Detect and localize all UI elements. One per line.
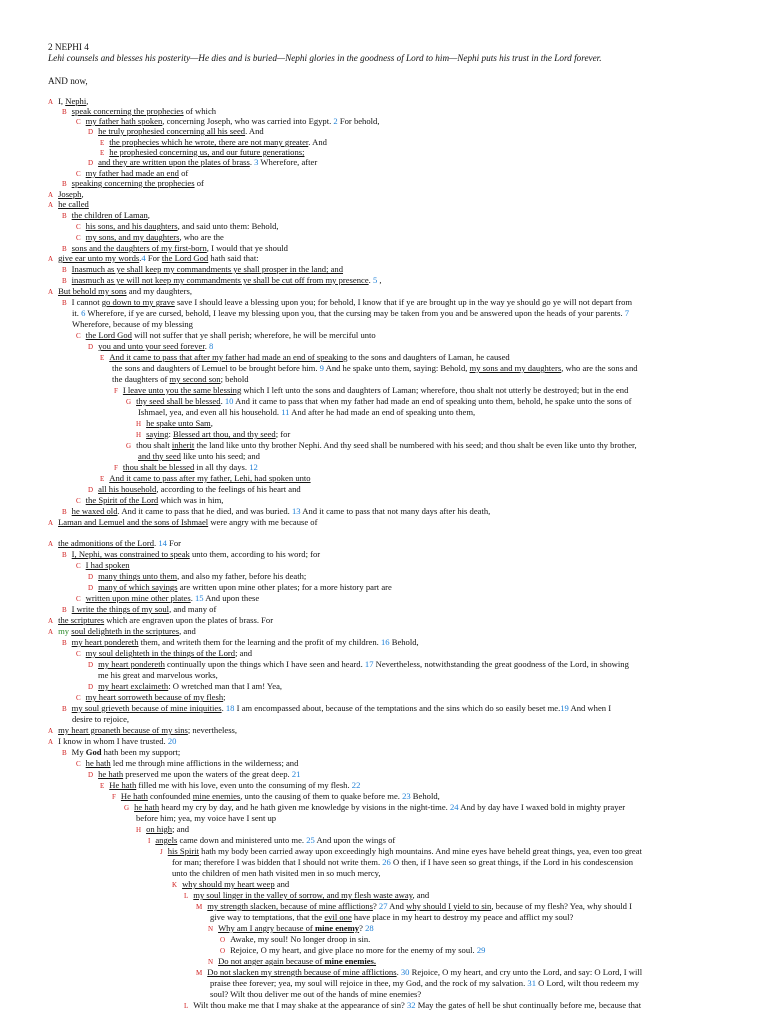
text-line: [62, 637, 718, 649]
line-text: I cannot go down to my grave save I should leave a blessing upon you; for behold, I know that if ye are brought up in the way ye should go ye will not depart from: [71, 297, 633, 307]
structure-letter: C: [76, 595, 81, 603]
text-line: [76, 330, 718, 342]
text-line: [136, 813, 718, 824]
line-text: Wilt thou make me that I may shake at the appearance of sin? 32 May the gates of hell be shut continually before me, because that: [193, 1000, 642, 1010]
line-text: on high; and: [146, 824, 190, 834]
structure-letter: B: [62, 108, 67, 116]
structure-letter: H: [136, 826, 142, 834]
text-line: [76, 232, 718, 244]
line-text: I write the things of my soul, and many of: [71, 604, 217, 614]
structure-letter: B: [62, 277, 67, 285]
opening-line: AND now,: [48, 76, 88, 86]
structure-letter: O: [220, 936, 226, 944]
line-text: my heart pondereth continually upon the things which I have seen and heard. 17 Nevertheless, notwithstanding the great goodness of the Lord, in showing: [98, 659, 629, 669]
structure-letter: F: [112, 793, 116, 801]
line-text: the Spirit of the Lord which was in him,: [85, 495, 224, 505]
text-line: [138, 407, 718, 418]
line-text: he hath preserved me upon the waters of the great deep. 21: [98, 769, 301, 779]
line-text: for man; therefore I was bidden that I should not write them. 26 O then, if I have seen so great things, if the Lord in his condescension: [172, 857, 634, 867]
line-text: you and unto your seed forever. 8: [98, 341, 214, 351]
line-text: he spake unto Sam,: [146, 418, 213, 428]
text-line: [62, 506, 718, 518]
text-line: [126, 396, 718, 408]
structure-letter: E: [100, 782, 105, 790]
text-line: [100, 352, 718, 364]
structure-letter: I: [148, 837, 151, 845]
text-line: [220, 934, 718, 946]
text-line: [210, 912, 718, 923]
line-text: the prophecies which he wrote, there are not many greater. And: [109, 137, 327, 147]
text-line: [184, 1000, 718, 1012]
structure-letter: C: [76, 650, 81, 658]
text-line: [76, 648, 718, 660]
line-text: my soul grieveth because of mine iniquities. 18 I am encompassed about, because of the temptations and the sins which do so easily beset me.19 And when I: [71, 703, 612, 713]
text-line: [210, 978, 718, 989]
structure-letter: D: [88, 573, 94, 581]
line-text: my heart pondereth them, and writeth them for the learning and the profit of my children. 16 Behold,: [71, 637, 419, 647]
structure-letter: A: [48, 628, 54, 636]
structure-letter: C: [76, 760, 81, 768]
line-text: my soul delighteth in the scriptures, and: [58, 626, 196, 636]
line-text: he truly prophesied concerning all his seed. And: [98, 126, 264, 136]
text-line: [76, 593, 718, 605]
line-text: He hath filled me with his love, even unto the consuming of my flesh. 22: [109, 780, 361, 790]
structure-letter: G: [126, 398, 132, 406]
text-line: [136, 418, 718, 430]
structure-letter: F: [114, 464, 118, 472]
text-line: [48, 736, 718, 748]
text-line: [48, 199, 718, 211]
line-text: Awake, my soul! No longer droop in sin.: [230, 934, 371, 944]
text-line: [184, 890, 718, 902]
text-line: [208, 923, 718, 935]
text-line: [136, 429, 718, 441]
structure-letter: C: [76, 497, 81, 505]
chapter-title: 2 NEPHI 4: [48, 42, 89, 52]
structure-letter: E: [100, 475, 105, 483]
text-line: [100, 473, 718, 485]
text-line: [62, 210, 718, 222]
line-text: my father hath spoken, concerning Joseph, who was carried into Egypt. 2 For behold,: [85, 116, 380, 126]
line-text: before him; yea, my voice have I sent up: [136, 813, 277, 823]
chapter-summary: Lehi counsels and blesses his posterity—He dies and is buried—Nephi glories in the goodness of Lord to him—Nephi puts his trust in the Lord forever.: [48, 53, 602, 63]
structure-letter: C: [76, 223, 81, 231]
structure-letter: D: [88, 771, 94, 779]
line-text: the children of Laman,: [71, 210, 150, 220]
structure-letter: D: [88, 683, 94, 691]
text-line: [112, 363, 718, 374]
line-text: many things unto them, and also my father, before his death;: [98, 571, 307, 581]
structure-letter: H: [136, 420, 142, 428]
text-line: [88, 484, 718, 496]
line-text: give ear unto my words.4 For the Lord God hath said that:: [58, 253, 259, 263]
text-line: [48, 286, 718, 298]
structure-letter: B: [62, 606, 67, 614]
line-text: thou shalt be blessed in all thy days. 12: [122, 462, 258, 472]
text-line: [48, 538, 718, 550]
line-text: the scriptures which are engraven upon the plates of brass. For: [58, 615, 274, 625]
line-text: And it came to pass after my father, Lehi, had spoken unto: [109, 473, 311, 483]
structure-letter: C: [76, 234, 81, 242]
line-text: My God hath been my support;: [71, 747, 181, 757]
text-line: [76, 221, 718, 233]
structure-letter: J: [160, 848, 163, 856]
line-text: unto the children of men hath visited men in so much mercy,: [172, 868, 381, 878]
text-line: [62, 178, 718, 190]
text-line: [126, 440, 718, 452]
line-text: his Spirit hath my body been carried away upon exceedingly high mountains. And mine eyes have beheld great things, yea, even too great: [167, 846, 642, 856]
text-line: [76, 560, 718, 572]
text-line: [114, 462, 718, 474]
structure-letter: O: [220, 947, 226, 955]
text-line: [76, 692, 718, 704]
line-text: my heart sorroweth because of my flesh;: [85, 692, 226, 702]
line-text: praise thee forever; yea, my soul will rejoice in thee, my God, and the rock of my salvation. 31 O Lord, wilt thou redeem my: [210, 978, 639, 988]
line-text: inasmuch as ye will not keep my commandments ye shall be cut off from my presence. 5 ,: [71, 275, 382, 285]
line-text: Inasmuch as ye shall keep my commandments ye shall prosper in the land; and: [71, 264, 344, 274]
structure-letter: B: [62, 508, 67, 516]
line-text: desire to rejoice,: [72, 714, 130, 724]
line-text: why should my heart weep and: [182, 879, 290, 889]
text-line: [88, 157, 718, 169]
line-text: he called: [58, 199, 89, 209]
text-line: [48, 253, 718, 265]
text-line: [160, 846, 718, 858]
text-line: [88, 582, 718, 594]
line-text: me his great and marvelous works,: [98, 670, 218, 680]
line-text: Joseph,: [58, 189, 84, 199]
line-text: Do not anger again because of mine enemies.: [218, 956, 377, 966]
text-line: [62, 297, 718, 309]
text-line: [48, 725, 718, 737]
line-text: I, Nephi,: [58, 96, 89, 106]
text-line: [88, 571, 718, 583]
line-text: his sons, and his daughters, and said unto them: Behold,: [85, 221, 279, 231]
structure-letter: D: [88, 661, 94, 669]
line-text: thou shalt inherit the land like unto thy brother Nephi. And thy seed shall be numbered with his seed; and thou shalt be even like unto thy brother,: [136, 440, 637, 450]
structure-letter: A: [48, 98, 54, 106]
line-text: speak concerning the prophecies of which: [71, 106, 217, 116]
structure-letter: B: [62, 180, 67, 188]
text-line: [136, 824, 718, 836]
line-text: he hath heard my cry by day, and he hath given me knowledge by visions in the night-time. 24 And by day have I waxed bold in mighty prayer: [134, 802, 626, 812]
structure-letter: D: [88, 486, 94, 494]
structure-letter: B: [62, 266, 67, 274]
text-line: [210, 989, 718, 1000]
structure-letter: D: [88, 343, 94, 351]
line-text: the admonitions of the Lord. 14 For: [58, 538, 181, 548]
line-text: all his household, according to the feelings of his heart and: [98, 484, 301, 494]
structure-letter: B: [62, 705, 67, 713]
line-text: I had spoken: [85, 560, 130, 570]
structure-letter: L: [184, 1002, 189, 1010]
text-line: [112, 791, 718, 803]
structure-letter: A: [48, 738, 54, 746]
text-line: [172, 857, 718, 868]
text-line: [124, 802, 718, 814]
line-text: and they are written upon the plates of brass. 3 Wherefore, after: [98, 157, 318, 167]
line-text: Laman and Lemuel and the sons of Ishmael were angry with me because of: [58, 517, 318, 527]
line-text: many of which sayings are written upon mine other plates; for a more history part are: [98, 582, 392, 592]
line-text: thy seed shall be blessed. 10 And it came to pass that when my father had made an end of speaking unto them, behold, he spake unto the sons of: [136, 396, 632, 406]
text-line: [72, 714, 718, 725]
text-line: [98, 670, 718, 681]
structure-letter: A: [48, 201, 54, 209]
line-text: it. 6 Wherefore, if ye are cursed, behold, I leave my blessing upon you, that the cursing may be taken from you and be answered upon the heads of your parents. 7: [72, 308, 630, 318]
structure-letter: B: [62, 551, 67, 559]
text-line: [48, 615, 718, 627]
structure-letter: A: [48, 288, 54, 296]
line-text: and thy seed like unto his seed; and: [138, 451, 260, 461]
text-line: [62, 703, 718, 715]
text-line: [114, 385, 718, 397]
line-text: my sons, and my daughters, who are the: [85, 232, 224, 242]
line-text: But behold my sons and my daughters,: [58, 286, 192, 296]
line-text: he waxed old. And it came to pass that he died, and was buried. 13 And it came to pass that not many days after his death,: [71, 506, 491, 516]
line-text: give way to temptations, that the evil one have place in my heart to destroy my peace and afflict my soul?: [210, 912, 574, 922]
text-line: [172, 879, 718, 891]
structure-letter: A: [48, 727, 54, 735]
structure-letter: M: [196, 903, 203, 911]
structure-letter: A: [48, 191, 54, 199]
structure-letter: M: [196, 969, 203, 977]
structure-letter: D: [88, 159, 94, 167]
structure-letter: B: [62, 749, 67, 757]
text-line: [208, 956, 718, 968]
structure-letter: G: [124, 804, 130, 812]
text-line: [220, 945, 718, 957]
line-text: he prophesied concerning us, and our future generations;: [109, 147, 305, 157]
line-text: my soul delighteth in the things of the Lord; and: [85, 648, 253, 658]
line-text: my soul linger in the valley of sorrow, and my flesh waste away, and: [193, 890, 430, 900]
text-line: [88, 769, 718, 781]
line-text: Ishmael, yea, and even all his household. 11 And after he had made an end of speaking unto them,: [138, 407, 476, 417]
text-line: [62, 747, 718, 759]
line-text: angels came down and ministered unto me. 25 And upon the wings of: [155, 835, 396, 845]
line-text: my father had made an end of: [85, 168, 189, 178]
structure-letter: B: [62, 212, 67, 220]
text-line: [62, 264, 718, 276]
line-text: my strength slacken, because of mine afflictions? 27 And why should I yield to sin, because of my flesh? Yea, why should I: [207, 901, 632, 911]
text-line: [62, 604, 718, 616]
structure-letter: D: [88, 584, 94, 592]
line-text: I, Nephi, was constrained to speak unto them, according to his word; for: [71, 549, 321, 559]
line-text: the daughters of my second son; behold: [112, 374, 249, 384]
text-line: [148, 835, 718, 847]
text-line: [196, 967, 718, 979]
structure-letter: C: [76, 694, 81, 702]
line-text: he hath led me through mine afflictions in the wilderness; and: [85, 758, 299, 768]
text-line: [88, 659, 718, 671]
line-text: my heart exclaimeth: O wretched man that I am! Yea,: [98, 681, 283, 691]
text-line: [48, 626, 718, 638]
structure-letter: H: [136, 431, 142, 439]
line-text: He hath confounded mine enemies, unto the causing of them to quake before me. 23 Behold,: [120, 791, 440, 801]
structure-letter: C: [76, 562, 81, 570]
structure-letter: B: [62, 245, 67, 253]
line-text: I leave unto you the same blessing which I left unto the sons and daughters of Laman; wherefore, thou shalt not utterly be destroyed; but in the end: [122, 385, 629, 395]
text-line: [76, 758, 718, 770]
structure-letter: D: [88, 128, 94, 136]
line-text: the Lord God will not suffer that ye shall perish; wherefore, he will be merciful unto: [85, 330, 376, 340]
structure-letter: L: [184, 892, 189, 900]
structure-letter: A: [48, 255, 54, 263]
structure-letter: N: [208, 925, 214, 933]
line-text: speaking concerning the prophecies of: [71, 178, 204, 188]
text-line: [172, 868, 718, 879]
line-text: Rejoice, O my heart, and give place no more for the enemy of my soul. 29: [230, 945, 486, 955]
structure-letter: C: [76, 118, 81, 126]
structure-letter: K: [172, 881, 178, 889]
line-text: saying: Blessed art thou, and thy seed; for: [146, 429, 291, 439]
line-text: my heart groaneth because of my sins; nevertheless,: [58, 725, 238, 735]
structure-letter: A: [48, 540, 54, 548]
text-line: [88, 341, 718, 353]
structure-letter: A: [48, 617, 54, 625]
line-text: sons and the daughters of my first-born, I would that ye should: [71, 243, 288, 253]
structure-letter: E: [100, 139, 105, 147]
structure-letter: B: [62, 639, 67, 647]
line-text: the sons and daughters of Lemuel to be brought before him. 9 And he spake unto them, saying: Behold, my sons and my daughters, who are the sons and: [112, 363, 638, 373]
text-line: [72, 319, 718, 330]
line-text: I know in whom I have trusted. 20: [58, 736, 177, 746]
structure-letter: C: [76, 332, 81, 340]
structure-letter: N: [208, 958, 214, 966]
structure-letter: E: [100, 149, 105, 157]
text-line: [88, 681, 718, 693]
text-line: [88, 126, 718, 138]
text-line: [62, 549, 718, 561]
text-line: [196, 901, 718, 913]
line-text: soul? Wilt thou deliver me out of the hands of mine enemies?: [210, 989, 422, 999]
line-text: written upon mine other plates. 15 And upon these: [85, 593, 260, 603]
line-text: Why am I angry because of mine enemy? 28: [218, 923, 374, 933]
structure-letter: B: [62, 299, 67, 307]
structure-letter: E: [100, 354, 105, 362]
text-line: [76, 495, 718, 507]
line-text: Wherefore, because of my blessing: [72, 319, 193, 329]
structure-letter: G: [126, 442, 132, 450]
structure-letter: A: [48, 519, 54, 527]
text-line: [112, 374, 718, 385]
text-line: [100, 780, 718, 792]
structure-letter: C: [76, 170, 81, 178]
text-line: [72, 308, 718, 319]
text-line: [48, 517, 718, 529]
text-line: [138, 451, 718, 462]
line-text: And it came to pass that after my father had made an end of speaking to the sons and daughters of Laman, he caused: [109, 352, 510, 362]
text-line: [62, 275, 718, 287]
structure-letter: F: [114, 387, 118, 395]
line-text: Do not slacken my strength because of mine afflictions. 30 Rejoice, O my heart, and cry unto the Lord, and say: O Lord, I will: [207, 967, 643, 977]
